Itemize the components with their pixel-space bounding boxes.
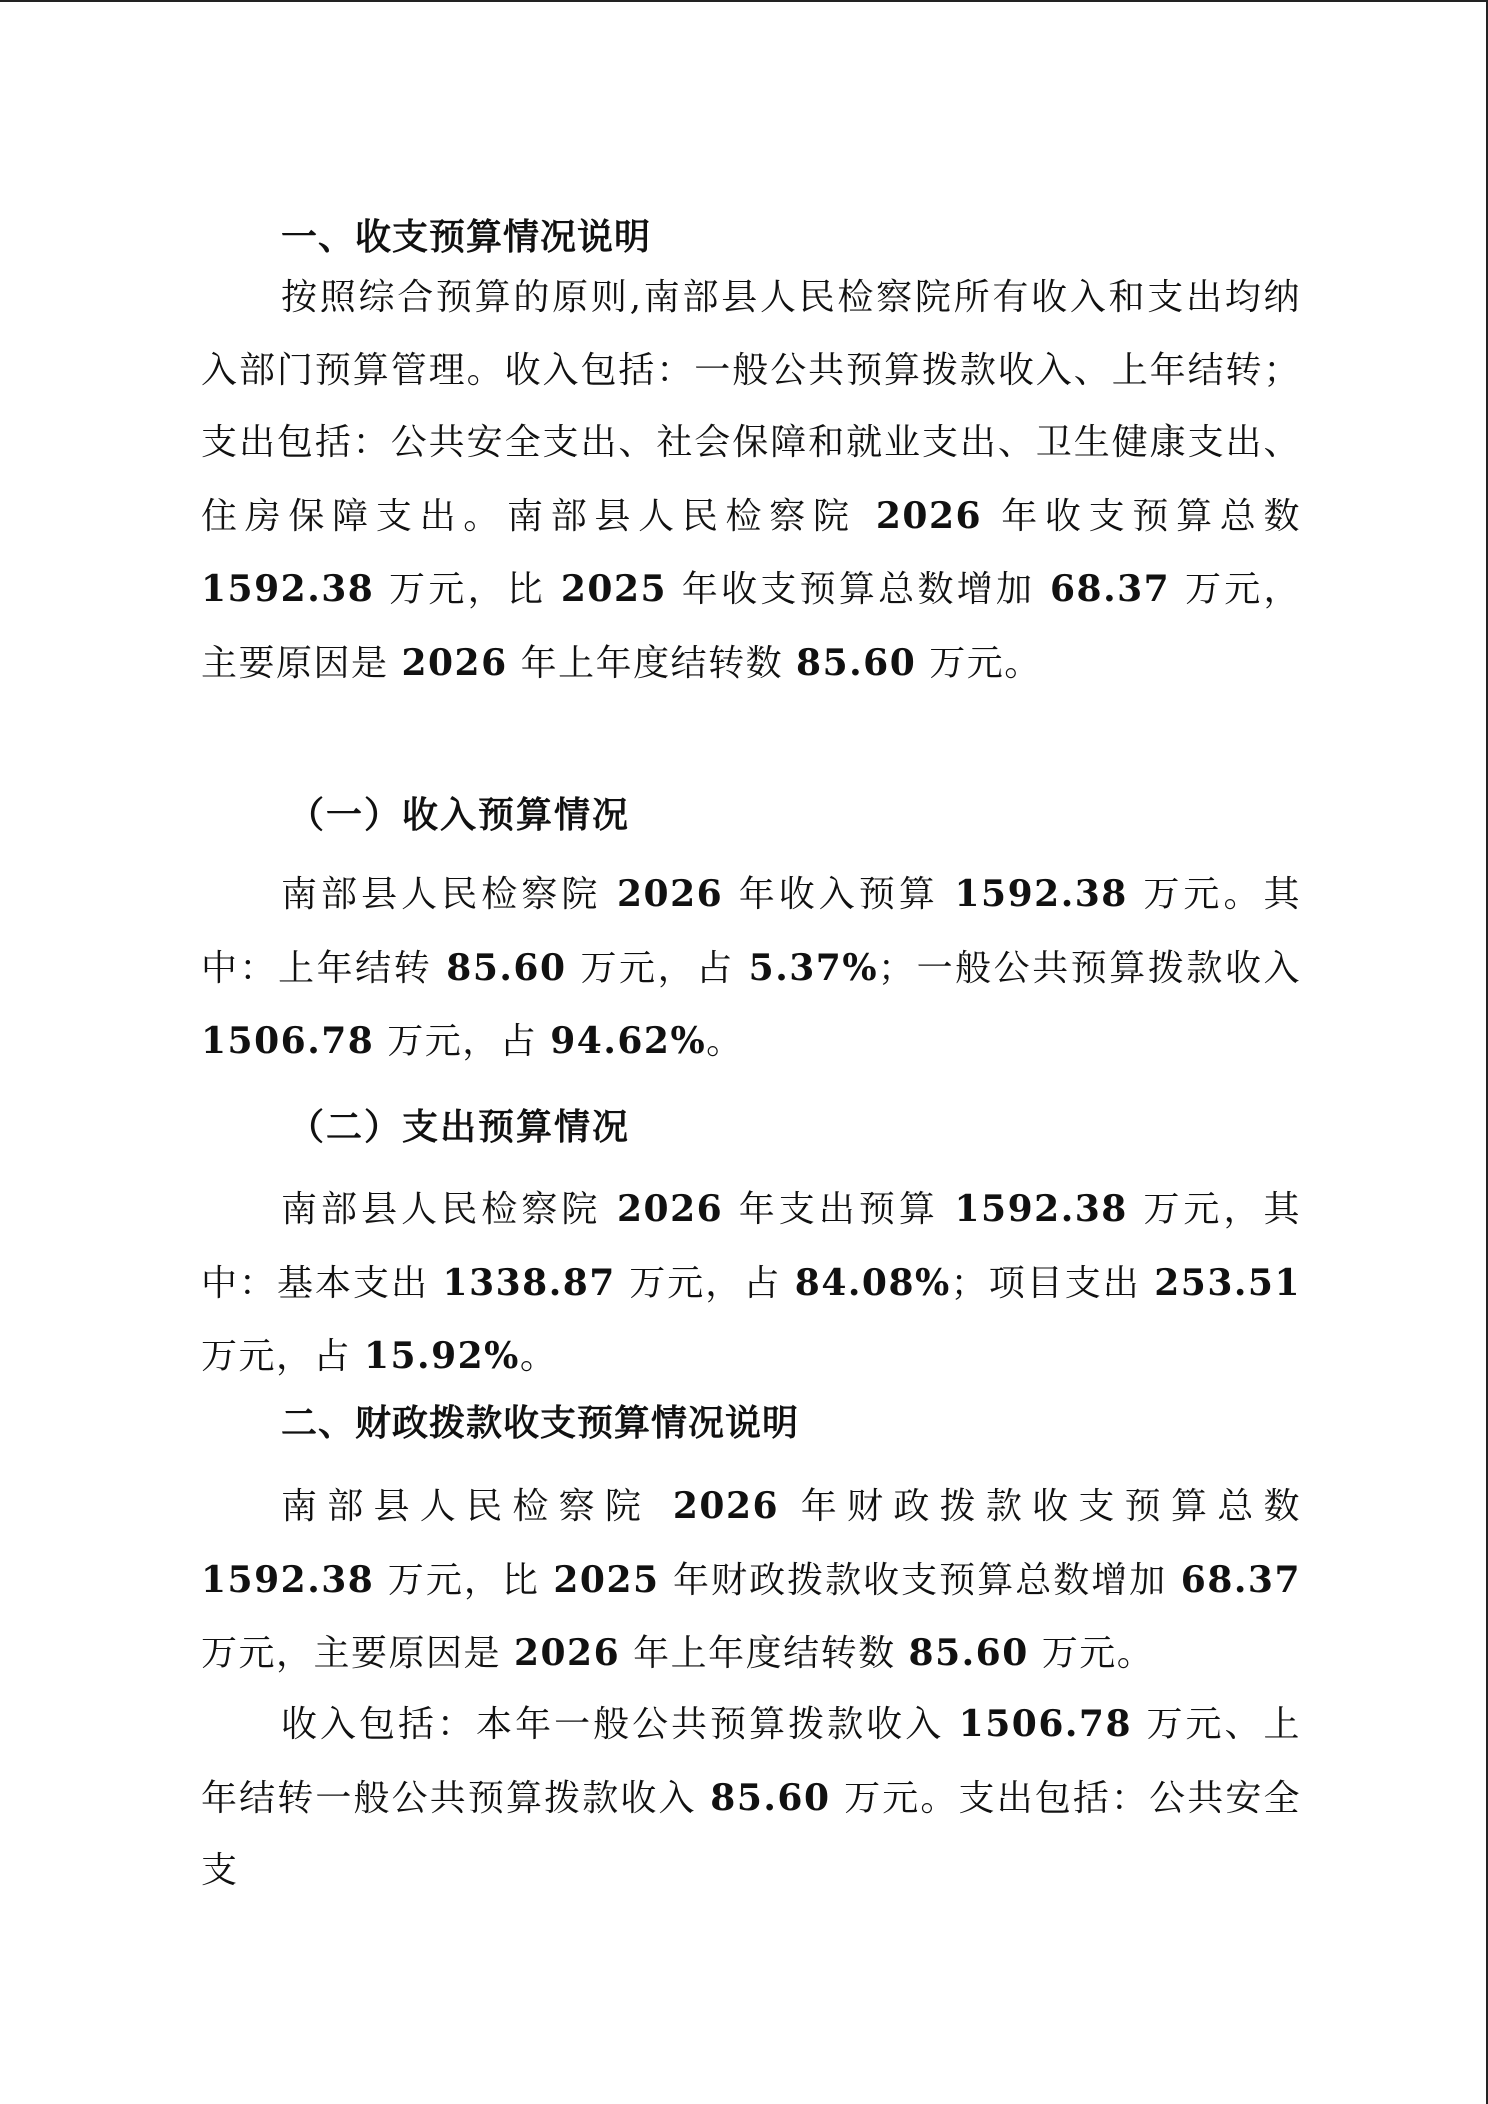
- expenditure-budget-heading: （二）支出预算情况: [288, 1106, 631, 1148]
- fiscal-appropriation-paragraph: 南部县人民检察院 2026 年财政拨款收支预算总数 1592.38 万元，比 2025 年财政拨款收支预算总数增加 68.37 万元，主要原因是 2026 年上年度结转数 85.60 万元。: [201, 1485, 1302, 1674]
- income-budget-paragraph: 南部县人民检察院 2026 年收入预算 1592.38 万元。其中：上年结转 85.60 万元，占 5.37%；一般公共预算拨款收入 1506.78 万元，占 94.62%。: [201, 873, 1302, 1062]
- expenditure-budget-paragraph: 南部县人民检察院 2026 年支出预算 1592.38 万元，其中：基本支出 1338.87 万元，占 84.08%；项目支出 253.51 万元，占 15.92%。: [201, 1188, 1302, 1377]
- income-budget-heading: （一）收入预算情况: [288, 794, 631, 836]
- section-1-heading: 一、收支预算情况说明: [281, 217, 652, 258]
- fiscal-income-expenditure-paragraph: 收入包括：本年一般公共预算拨款收入 1506.78 万元、上年结转一般公共预算拨款收入 85.60 万元。支出包括：公共安全支: [201, 1703, 1301, 1891]
- section-1-intro-paragraph: 按照综合预算的原则,南部县人民检察院所有收入和支出均纳入部门预算管理。收入包括：一般公共预算拨款收入、上年结转；支出包括：公共安全支出、社会保障和就业支出、卫生健康支出、住房保障支出。南部县人民检察院 2026 年收支预算总数 1592.38 万元，比 2025 年收支预算总数增加 68.37 万元，主要原因是 2026 年上年度结转数 85.60 万元。: [201, 277, 1302, 684]
- section-2-heading: 二、财政拨款收支预算情况说明: [281, 1403, 800, 1444]
